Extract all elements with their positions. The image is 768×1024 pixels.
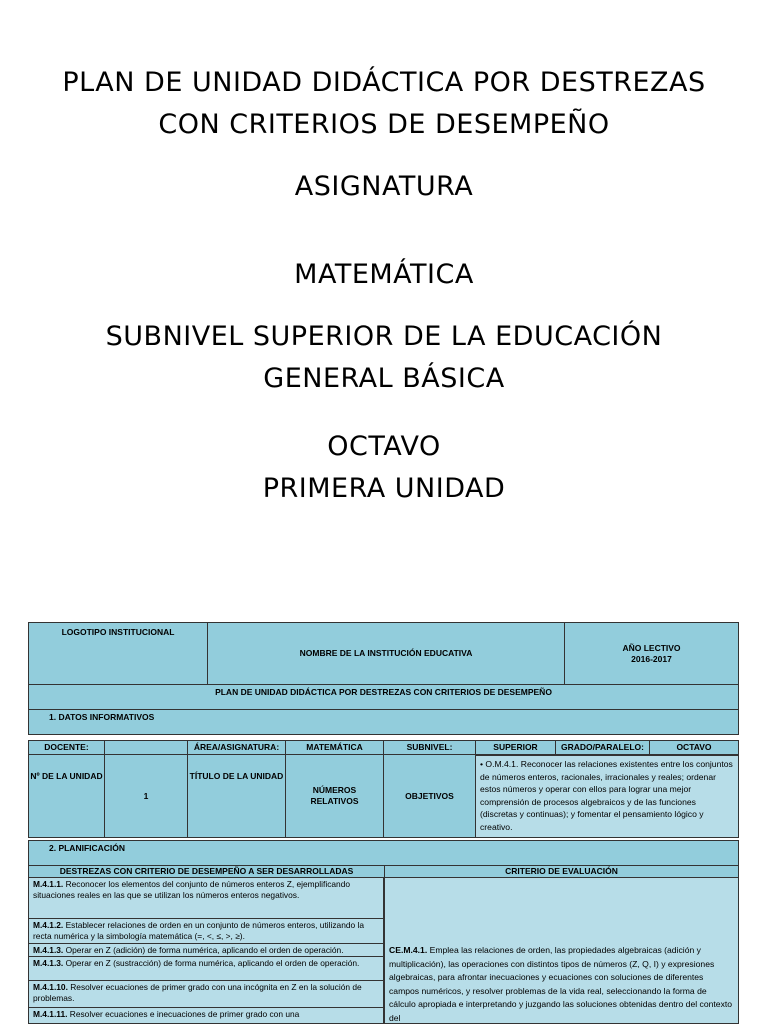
titulo-label: TÍTULO DE LA UNIDAD xyxy=(189,771,284,781)
area-label-cell xyxy=(187,740,286,755)
destreza-item xyxy=(28,877,384,919)
destreza-item xyxy=(28,956,384,981)
destreza-code: M.4.1.1. xyxy=(33,879,64,889)
school-year-cell xyxy=(564,622,739,685)
grado-value-cell xyxy=(649,740,739,755)
docente-value-cell xyxy=(104,740,188,755)
subnivel-value: SUPERIOR xyxy=(493,742,538,752)
plan-title-row xyxy=(28,684,739,710)
destreza-item xyxy=(28,918,384,944)
titulo-label-cell xyxy=(187,754,286,838)
subnivel-label-cell xyxy=(383,740,476,755)
destreza-text: Resolver ecuaciones e inecuaciones de primer grado con una xyxy=(67,1009,300,1019)
subnivel-line-1: SUBNIVEL SUPERIOR DE LA EDUCACIÓN xyxy=(105,321,663,352)
logo-cell xyxy=(28,622,208,685)
objetivos-label: OBJETIVOS xyxy=(405,790,454,801)
school-year-value: 2016-2017 xyxy=(631,653,672,664)
destreza-text: Resolver ecuaciones de primer grado con una incógnita en Z en la solución de problemas. xyxy=(33,982,362,1003)
area-value-cell xyxy=(285,740,384,755)
unidad-label-cell xyxy=(28,754,105,838)
unidad-label: Nº DE LA UNIDAD xyxy=(30,771,103,781)
unidad-value-cell xyxy=(104,754,188,838)
subnivel-line-2: GENERAL BÁSICA xyxy=(263,363,505,394)
docente-label-cell xyxy=(28,740,105,755)
titulo-value: NÚMEROS RELATIVOS xyxy=(310,785,359,806)
criterio-header: CRITERIO DE EVALUACIÓN xyxy=(505,866,618,876)
school-year-label: AÑO LECTIVO xyxy=(622,642,681,653)
unidad-heading: PRIMERA UNIDAD xyxy=(262,473,506,504)
criterio-text: Emplea las relaciones de orden, las propiedades algebraicas (adición y multiplicación), las operaciones con distintos tipos de números (Z, Q, I) y expresiones algebraicas, para afrontar inecuaciones y ecuaciones con soluciones de diferentes campos numéricos, y resolver problemas de la vida real, seleccionando la forma de cálculo apropiada e interpretando y juzgando las soluciones obtenidas dentro del contexto del xyxy=(389,945,733,1023)
objetivos-label-cell xyxy=(383,754,476,838)
materia-heading: MATEMÁTICA xyxy=(294,259,474,290)
area-value: MATEMÁTICA xyxy=(306,742,363,752)
section-planificacion-title: 2. PLANIFICACIÓN xyxy=(49,843,126,853)
grado-heading: OCTAVO xyxy=(327,431,441,462)
destreza-code: M.4.1.10. xyxy=(33,982,68,992)
unidad-value: 1 xyxy=(143,790,149,801)
destreza-text: Establecer relaciones de orden en un conjunto de números enteros, utilizando la recta numérica y la simbología matemática (=, <, ≤, >, ≥). xyxy=(33,920,365,941)
grado-value: OCTAVO xyxy=(676,742,712,752)
criterio-code: CE.M.4.1. xyxy=(389,945,428,955)
subnivel-value-cell xyxy=(475,740,556,755)
destreza-text: Operar en Z (sustracción) de forma numérica, aplicando el orden de operación. xyxy=(63,958,360,968)
institution-cell xyxy=(207,622,565,685)
destreza-item xyxy=(28,943,384,957)
title-line-1: PLAN DE UNIDAD DIDÁCTICA POR DESTREZAS xyxy=(62,67,706,98)
subnivel-label: SUBNIVEL: xyxy=(406,742,453,752)
destreza-text: Reconocer los elementos del conjunto de números enteros Z, ejemplificando situaciones reales en las que se utilizan los números enteros negativos. xyxy=(33,879,351,900)
plan-title: PLAN DE UNIDAD DIDÁCTICA POR DESTREZAS CON CRITERIOS DE DESEMPEÑO xyxy=(215,687,552,697)
document-title xyxy=(0,62,768,146)
grado-label-cell xyxy=(555,740,650,755)
grado-unidad-heading xyxy=(0,426,768,510)
destreza-code: M.4.1.2. xyxy=(33,920,64,930)
logo-label: LOGOTIPO INSTITUCIONAL xyxy=(61,627,175,637)
objetivos-text: • O.M.4.1. Reconocer las relaciones existentes entre los conjuntos de números enteros, racionales, irracionales y reales; ordenar estos números y operar con ellos para lograr una mejor comprensión de procesos algebraicos y de las funciones (discretas y continuas); y fomentar el pensamiento lógico y creativo. xyxy=(475,755,739,838)
section-datos-title: 1. DATOS INFORMATIVOS xyxy=(49,712,155,722)
destreza-item xyxy=(28,980,384,1008)
destreza-item xyxy=(28,1007,384,1024)
destreza-text: Operar en Z (adición) de forma numérica, aplicando el orden de operación. xyxy=(63,945,344,955)
criterio-evaluacion-cell xyxy=(384,877,739,1024)
institution-label: NOMBRE DE LA INSTITUCIÓN EDUCATIVA xyxy=(299,648,473,658)
title-line-2: CON CRITERIOS DE DESEMPEÑO xyxy=(158,109,610,140)
area-label: ÁREA/ASIGNATURA: xyxy=(193,742,280,752)
docente-label: DOCENTE: xyxy=(44,742,89,752)
titulo-value-cell xyxy=(285,754,384,838)
destreza-code: M.4.1.3. xyxy=(33,958,64,968)
asignatura-heading: ASIGNATURA xyxy=(294,171,474,202)
section-planificacion-row xyxy=(28,840,739,866)
section-datos-row xyxy=(28,709,739,735)
subnivel-heading xyxy=(0,316,768,400)
grado-label: GRADO/PARALELO: xyxy=(561,742,644,752)
destreza-code: M.4.1.3. xyxy=(33,945,64,955)
destreza-code: M.4.1.11. xyxy=(33,1009,68,1019)
destrezas-header: DESTREZAS CON CRITERIO DE DESEMPEÑO A SER DESARROLLADAS xyxy=(59,866,354,876)
